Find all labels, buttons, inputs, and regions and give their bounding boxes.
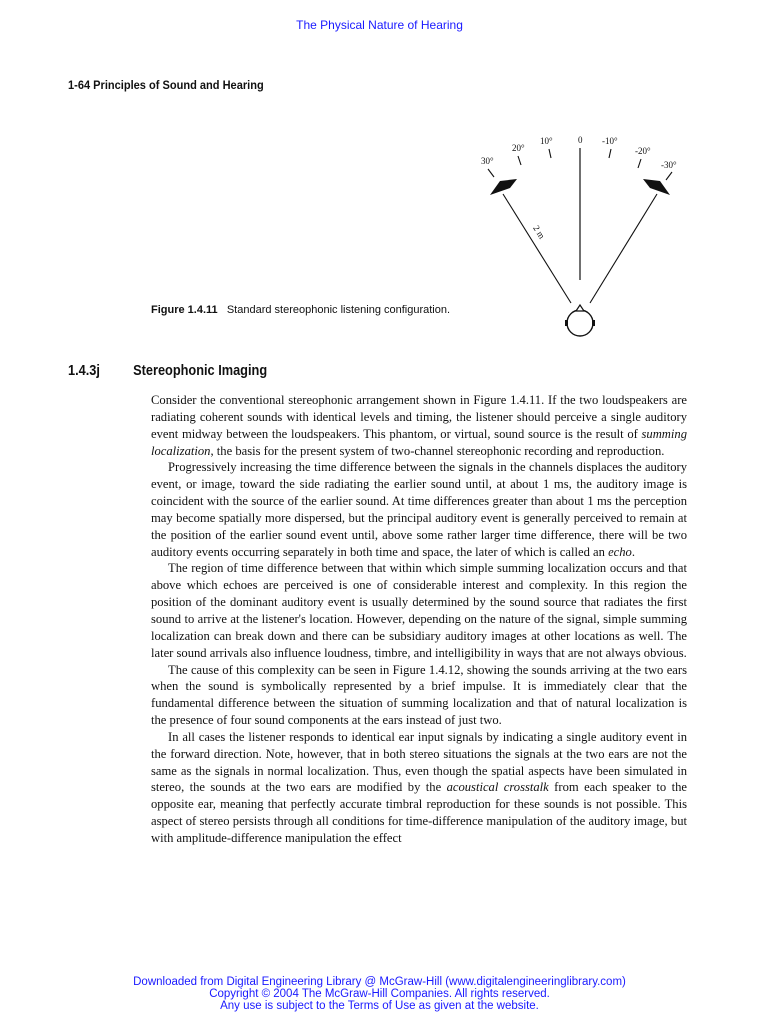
paragraph-1: Consider the conventional stereophonic arrangement shown in Figure 1.4.11. If the two loudspeakers are radiating coherent sounds with identical levels and timing, the listener should perceive a single auditory event midway between the loudspeakers. This phantom, or virtual, sound source is the result of summing localization, the basis for the present system of two-channel stereophonic recording and reproduction. (151, 393, 687, 458)
right-speaker-path (590, 194, 657, 303)
distance-label: 2 m (531, 223, 547, 241)
angle-label-0: 0 (578, 135, 583, 145)
body-text (151, 392, 687, 847)
stereo-configuration-diagram (470, 130, 700, 345)
paragraph-2: Progressively increasing the time difference between the signals in the channels displaces the auditory event, or image, toward the side radiating the earlier sound until, at about 1 ms, the auditory image is coincident with the source of the earlier sound. At time differences greater than about 1 ms the perception may become spatially more dispersed, but the principal auditory event is generally perceived to remain at the position of the earlier sound event until, above some rather larger time difference, there will be two auditory events occurring separately in both time and space, the later of which is called an echo. (151, 460, 687, 559)
paragraph-4: The cause of this complexity can be seen in Figure 1.4.12, showing the sounds arriving at the two ears when the sound is symbolically represented by a brief impulse. It is immediately clear that the fundamental difference between the situation of summing localization and that of natural localization is the presence of four sound components at the ears instead of just two. (151, 662, 687, 728)
footer (0, 976, 759, 1012)
angle-label-10: 10° (540, 136, 553, 146)
right-loudspeaker-icon (643, 179, 670, 195)
angle-label-minus-20: -20° (635, 146, 651, 156)
top-link[interactable]: The Physical Nature of Hearing (296, 18, 463, 32)
figure-caption-label: Figure 1.4.11 (151, 304, 218, 316)
paragraph-3: The region of time difference between that within which simple summing localization occurs and that above which echoes are perceived is one of considerable interest and complexity. In this region the position of the dominant auditory event is usually determined by the sound source that radiates the first sound to arrive at the listener's location. However, depending on the nature of the signal, simple summing localization can break down and there can be subsidiary auditory images at other locations as well. The later sound arrivals also influence loudness, timbre, and intelligibility in ways that are not always obvious. (151, 561, 687, 660)
angle-label-30: 30° (481, 156, 494, 166)
footer-download-link[interactable]: Downloaded from Digital Engineering Library @ McGraw-Hill (www.digitalengineeringlibrary.com) (133, 976, 626, 988)
figure-caption (151, 302, 477, 318)
footer-terms-link[interactable]: Any use is subject to the Terms of Use as given at the website. (220, 1000, 539, 1012)
left-speaker-path (503, 194, 571, 303)
figure-caption-text: Standard stereophonic listening configuration. (226, 304, 451, 316)
footer-copyright: Copyright © 2004 The McGraw-Hill Companies. All rights reserved. (209, 988, 550, 1000)
left-loudspeaker-icon (490, 179, 517, 195)
angle-label-minus-30: -30° (661, 160, 677, 170)
angle-label-minus-10: -10° (602, 136, 618, 146)
paragraph-5: In all cases the listener responds to identical ear input signals by indicating a single auditory event in the forward direction. Note, however, that in both stereo situations the signals at the two ears are not the same as the signals in normal localization. Thus, even though the spatial aspects have been simulated in stereo, the sounds at the two ears are modified by the acoustical crosstalk from each speaker to the opposite ear, meaning that perfectly accurate timbral reproduction for these sounds is not possible. This aspect of stereo persists through all conditions for time-difference manipulation of the auditory image, but with amplitude-difference manipulation the effect (151, 729, 688, 845)
section-title: Stereophonic Imaging (133, 363, 268, 379)
listener-head-icon (565, 305, 595, 336)
section-number: 1.4.3j (68, 363, 100, 379)
section-heading (68, 363, 268, 379)
angle-label-20: 20° (512, 143, 525, 153)
running-head: 1-64 Principles of Sound and Hearing (68, 78, 264, 92)
